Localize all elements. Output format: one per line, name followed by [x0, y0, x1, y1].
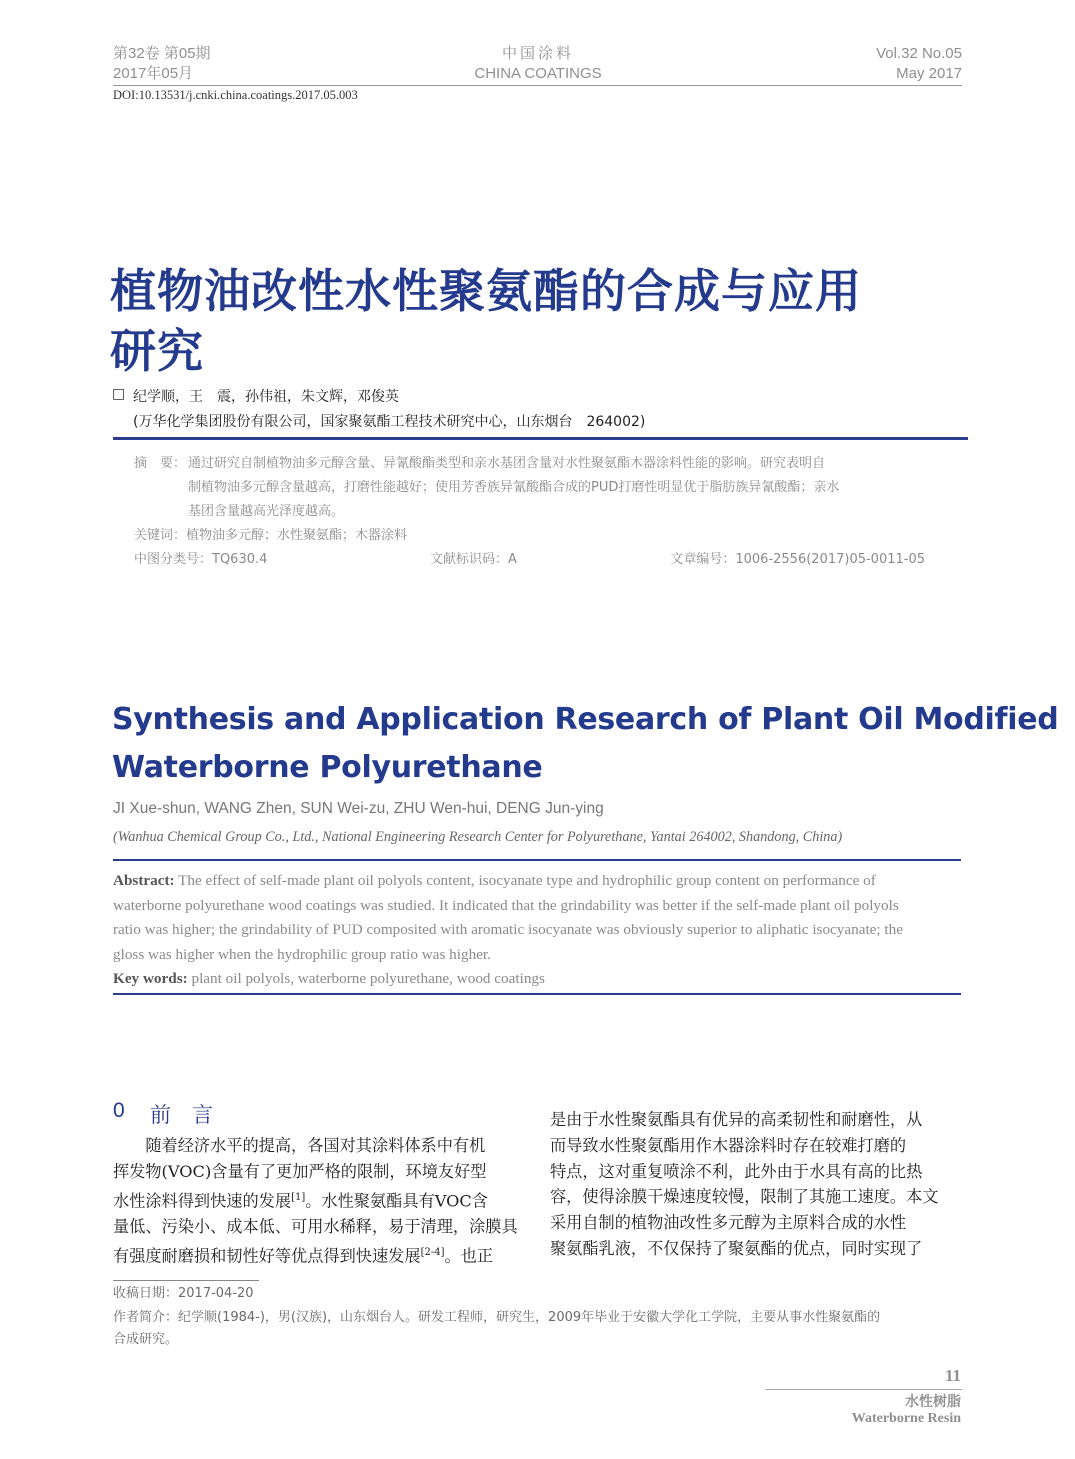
column-name-en: Waterborne Resin: [851, 1411, 961, 1426]
body-left-line3b: 。水性聚氨酯具有VOC含: [305, 1190, 488, 1210]
received-date: 收稿日期：2017-04-20: [113, 1286, 254, 1301]
body-right-line6: 聚氨酯乳液，不仅保持了聚氨酯的优点，同时实现了: [550, 1238, 923, 1258]
abstract-en-line4: gloss was higher when the hydrophilic group ratio was higher.: [113, 945, 491, 963]
clc-number: 中图分类号：TQ630.4: [134, 552, 268, 567]
title-cn-line1: 植物油改性水性聚氨酯的合成与应用: [110, 264, 862, 318]
authors-cn: 纪学顺，王 震，孙伟祖，朱文辉，邓俊英: [133, 389, 399, 405]
title-cn-line2: 研究: [110, 324, 204, 378]
keywords-cn: 关键词：植物油多元醇；水性聚氨酯；木器涂料: [134, 528, 408, 543]
title-rule: [113, 437, 968, 440]
abstract-cn-line1: 通过研究自制植物油多元醇含量、异氰酸酯类型和亲水基团含量对水性聚氨酯木器涂料性能的影响。研究表明自: [188, 456, 826, 471]
footnote-rule: [113, 1280, 259, 1281]
author-bio-line1: 作者简介：纪学顺(1984-)，男(汉族)，山东烟台人。研发工程师，研究生，2009年毕业于安徽大学化工学院，主要从事水性聚氨酯的: [113, 1310, 881, 1325]
doi: DOI:10.13531/j.cnki.china.coatings.2017.05.003: [113, 88, 358, 102]
body-left-column: [113, 1133, 525, 1269]
article-number: 文章编号：1006-2556(2017)05-0011-05: [670, 552, 925, 567]
abstract-en-line3: ratio was higher; the grindability of PUD composited with aromatic isocyanate was obviously superior to aliphatic isocyanate; the: [113, 921, 903, 938]
header-journal-en: CHINA COATINGS: [474, 65, 602, 82]
body-left-line2: 挥发物(VOC)含量有了更加严格的限制，环境友好型: [113, 1161, 487, 1181]
column-name-cn: 水性树脂: [905, 1394, 961, 1410]
body-right-line2: 而导致水性聚氨酯用作木器涂料时存在较难打磨的: [550, 1135, 907, 1155]
title-en-line1: Synthesis and Application Research of Plant Oil Modified: [112, 702, 1059, 737]
abstract-en-line2: waterborne polyurethane wood coatings was studied. It indicated that the grindability was better if the self-made plant oil polyols: [113, 896, 899, 914]
header-date-en: May 2017: [896, 65, 962, 82]
keywords-en: plant oil polyols, waterborne polyurethane, wood coatings: [187, 970, 545, 987]
reference-1: [1]: [291, 1191, 306, 1203]
body-right-line1: 是由于水性聚氨酯具有优异的高柔韧性和耐磨性，从: [550, 1110, 923, 1129]
header-journal-cn: 中国涂料: [501, 45, 574, 62]
body-right-column: [550, 1107, 962, 1262]
abstract-en-label: Abstract:: [113, 872, 175, 889]
english-rule-top: [113, 859, 961, 861]
header-date-cn: 2017年05月: [113, 65, 194, 82]
english-rule-bottom: [113, 993, 961, 995]
header-volume-en: Vol.32 No.05: [876, 45, 962, 62]
abstract-cn-label: 摘 要：: [134, 456, 187, 471]
section-title: 前 言: [150, 1103, 213, 1127]
keywords-en-label: Key words:: [113, 970, 188, 987]
authors-en: JI Xue-shun, WANG Zhen, SUN Wei-zu, ZHU Wen-hui, DENG Jun-ying: [113, 800, 604, 817]
body-right-line3: 特点，这对重复喷涂不利，此外由于水具有高的比热: [550, 1161, 923, 1181]
header-rule: [113, 85, 962, 86]
page-number: 11: [944, 1366, 961, 1385]
body-right-line5: 采用自制的植物油改性多元醇为主原料合成的水性: [550, 1213, 907, 1233]
author-bio-line2: 合成研究。: [113, 1332, 179, 1347]
section-number: 0: [113, 1099, 125, 1122]
abstract-cn-line2: 制植物油多元醇含量越高，打磨性能越好；使用芳香族异氰酸酯合成的PUD打磨性明显优于脂肪族异氰酸酯；亲水: [188, 480, 840, 495]
body-left-line3a: 水性涂料得到快速的发展: [113, 1190, 292, 1210]
body-left-line4: 量低、污染小、成本低、可用水稀释，易于清理，涂膜具: [113, 1216, 518, 1236]
footer-rule: [765, 1389, 962, 1390]
body-left-line5a: 有强度耐磨损和韧性好等优点得到快速发展: [113, 1245, 421, 1265]
abstract-en-line1: The effect of self-made plant oil polyols content, isocyanate type and hydrophilic group content on performance of: [174, 872, 876, 889]
title-en-line2: Waterborne Polyurethane: [112, 750, 543, 785]
header-volume-cn: 第32卷 第05期: [113, 45, 211, 62]
affiliation-en: (Wanhua Chemical Group Co., Ltd., National Engineering Research Center for Polyurethane, Yantai 264002, Shandong, China): [113, 829, 843, 845]
body-left-line1: 随着经济水平的提高，各国对其涂料体系中有机: [113, 1136, 486, 1155]
author-bullet: □: [112, 386, 126, 402]
affiliation-cn: (万华化学集团股份有限公司，国家聚氨酯工程技术研究中心，山东烟台 264002): [133, 414, 646, 430]
body-right-line4: 容，使得涂膜干燥速度较慢，限制了其施工速度。本文: [550, 1187, 939, 1207]
document-code: 文献标识码：A: [430, 552, 517, 567]
abstract-en: [113, 869, 961, 992]
abstract-cn-line3: 基团含量越高光泽度越高。: [188, 504, 345, 519]
body-left-line5b: 。也正: [444, 1245, 494, 1265]
reference-2-4: [2-4]: [420, 1246, 445, 1258]
